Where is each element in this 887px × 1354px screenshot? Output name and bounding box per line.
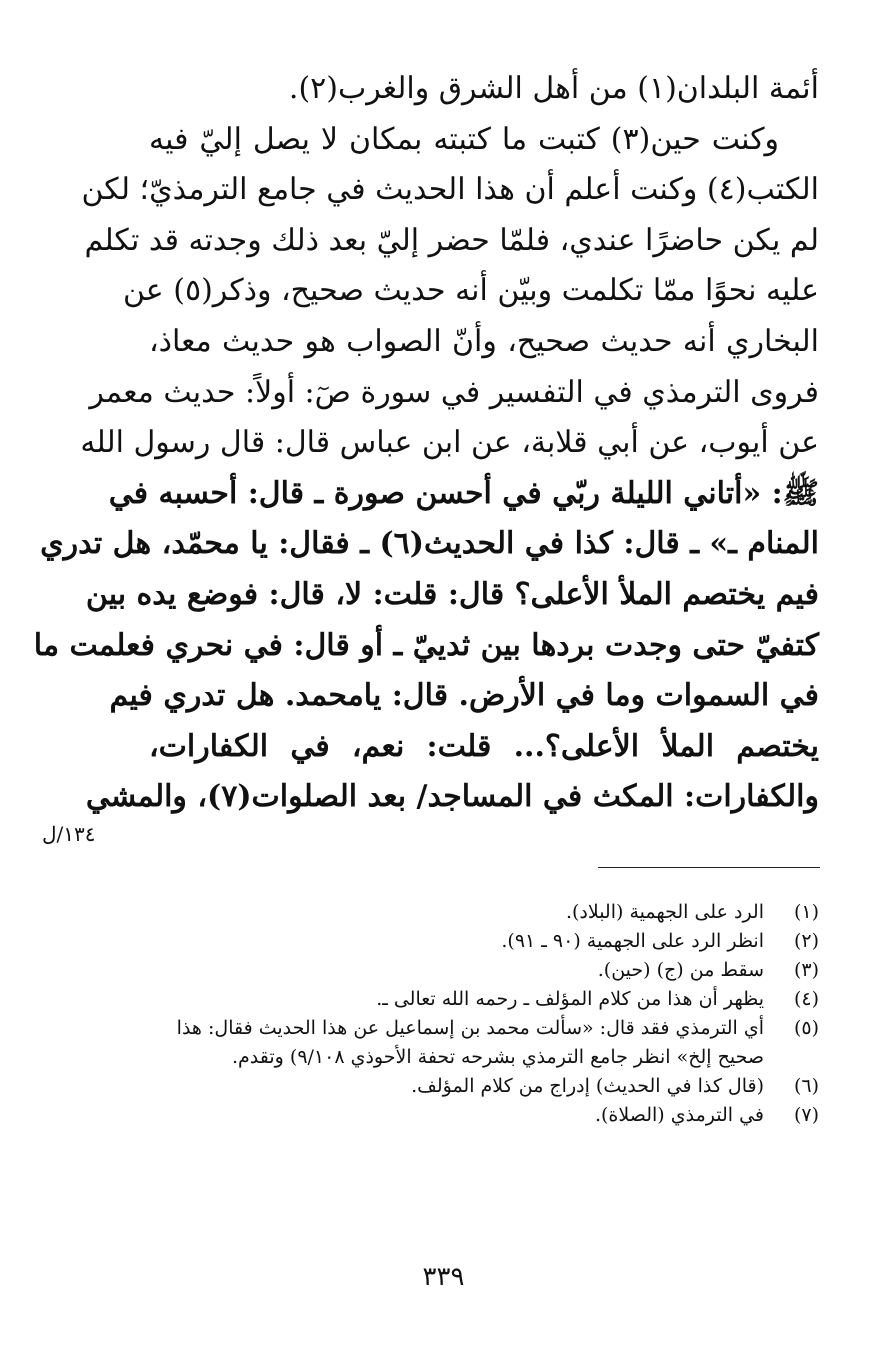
footnote-number: (٥) bbox=[793, 1017, 819, 1039]
footnote-text: في الترمذي (الصلاة). bbox=[594, 1104, 764, 1126]
footnote-text: انظر الرد على الجهمية (٩٠ ـ ٩١). bbox=[501, 930, 764, 952]
footnote-number: (٦) bbox=[793, 1075, 819, 1097]
footnote-text: أي الترمذي فقد قال: «سألت محمد بن إسماعيل عن هذا الحديث فقال: هذا bbox=[176, 1017, 764, 1039]
footnote bbox=[129, 985, 819, 1014]
text-line: يختصم الملأ الأعلى؟... قلت: نعم، في الكفارات، bbox=[149, 728, 819, 764]
text-line: عن أيوب، عن أبي قلابة، عن ابن عباس قال: قال رسول الله bbox=[80, 425, 819, 461]
footnote bbox=[129, 1014, 819, 1043]
footnote-number: (٣) bbox=[793, 959, 819, 981]
text-line: المنام ـ» ـ قال: كذا في الحديث(٦) ـ فقال: يا محمّد، هل تدري bbox=[40, 526, 819, 562]
footnote-text: يظهر أن هذا من كلام المؤلف ـ رحمه الله تعالى ـ. bbox=[376, 988, 764, 1010]
footnote bbox=[129, 898, 819, 927]
manuscript-folio-note: ١٣٤/ل bbox=[42, 822, 96, 846]
footnote-continuation: صحيح إلخ» انظر جامع الترمذي بشرحه تحفة الأحوذي ٩/١٠٨) وتقدم. bbox=[232, 1046, 764, 1068]
footnote-separator bbox=[598, 867, 820, 868]
text-line: والكفارات: المكث في المساجد/ بعد الصلوات(٧)، والمشي bbox=[85, 779, 819, 815]
text-line: في السموات وما في الأرض. قال: يامحمد. هل تدري فيم bbox=[109, 678, 819, 714]
footnote bbox=[129, 1072, 819, 1101]
text-line: أئمة البلدان(١) من أهل الشرق والغرب(٢). bbox=[288, 71, 819, 106]
text-line: الكتب(٤) وكنت أعلم أن هذا الحديث في جامع الترمذيّ؛ لكن bbox=[81, 172, 819, 208]
footnote-number: (٢) bbox=[793, 930, 819, 952]
footnotes bbox=[129, 898, 819, 1130]
main-text bbox=[33, 64, 819, 823]
text-line: كتفيّ حتى وجدت بردها بين ثدييّ ـ أو قال: في نحري فعلمت ما bbox=[33, 627, 819, 663]
footnote bbox=[129, 927, 819, 956]
text-line: لم يكن حاضرًا عندي، فلمّا حضر إليّ بعد ذلك وجدته قد تكلم bbox=[84, 222, 819, 258]
text-line: فروى الترمذي في التفسير في سورة صٓ: أولاً: حديث معمر bbox=[89, 374, 819, 410]
footnote bbox=[129, 956, 819, 985]
footnote-text: (قال كذا في الحديث) إدراج من كلام المؤلف. bbox=[411, 1075, 764, 1097]
footnote-number: (١) bbox=[793, 901, 819, 923]
footnote-number: (٧) bbox=[793, 1104, 819, 1126]
footnote-number: (٤) bbox=[793, 988, 819, 1010]
text-line: فيم يختصم الملأ الأعلى؟ قال: قلت: لا، قال: فوضع يده بين bbox=[85, 576, 819, 612]
footnote-text: سقط من (ج) (حين). bbox=[597, 959, 764, 981]
footnote bbox=[129, 1101, 819, 1130]
text-line: البخاري أنه حديث صحيح، وأنّ الصواب هو حديث معاذ، bbox=[149, 323, 819, 359]
footnote-text: الرد على الجهمية (البلاد). bbox=[565, 901, 764, 923]
page-number: ٣٣٩ bbox=[422, 1262, 465, 1292]
text-line: وكنت حين(٣) كتبت ما كتبته بمكان لا يصل إليّ فيه bbox=[149, 121, 779, 157]
text-line: ﷺ: «أتاني الليلة ربّي في أحسن صورة ـ قال: أحسبه في bbox=[108, 475, 819, 511]
text-line: عليه نحوًا ممّا تكلمت وبيّن أنه حديث صحيح، وذكر(٥) عن bbox=[122, 273, 819, 309]
